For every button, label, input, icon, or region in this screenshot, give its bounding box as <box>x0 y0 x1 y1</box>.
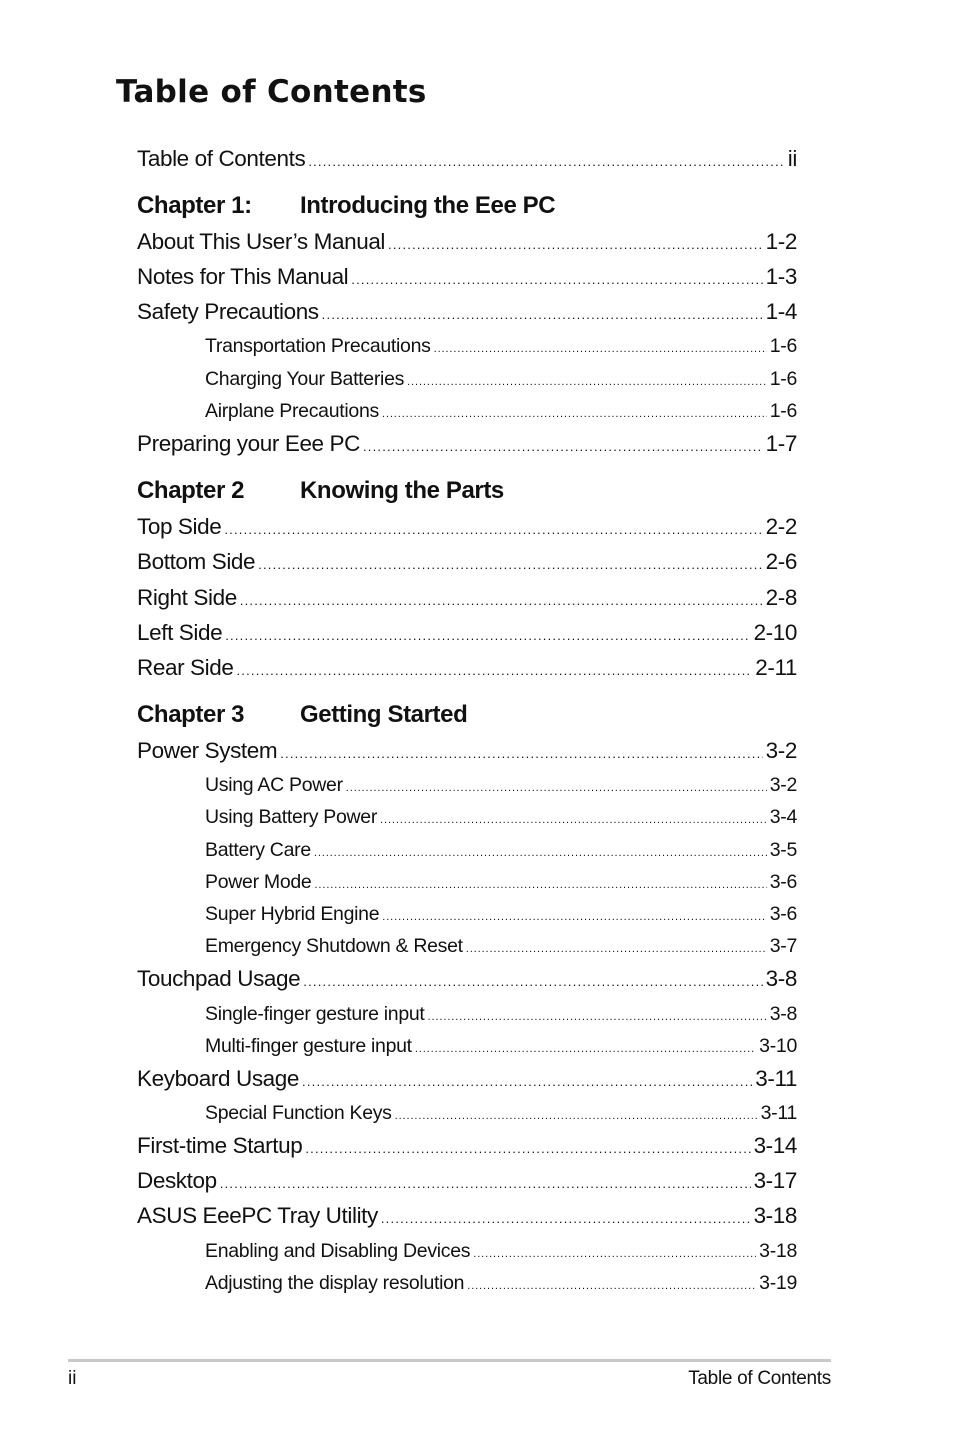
dot-leader <box>388 229 763 255</box>
toc-entry[interactable] <box>137 738 797 764</box>
toc-entry-title: Using AC Power <box>205 774 343 796</box>
toc-entry-page: 3-6 <box>769 871 797 893</box>
toc-entry[interactable] <box>137 1066 797 1092</box>
toc-entry[interactable] <box>137 966 797 992</box>
toc-subentry[interactable] <box>205 806 797 829</box>
toc-subentry[interactable] <box>205 871 797 894</box>
toc-entry-page: 3-2 <box>765 738 797 763</box>
dot-leader <box>240 585 763 611</box>
dot-leader <box>415 1035 756 1058</box>
toc-entry-page: 3-14 <box>753 1133 797 1158</box>
toc-entry-title: Emergency Shutdown & Reset <box>205 935 463 957</box>
toc-entry[interactable] <box>137 514 797 540</box>
toc-entry-title: Airplane Precautions <box>205 400 379 422</box>
toc-entry-title: Single-finger gesture input <box>205 1003 425 1025</box>
toc-entry-title: Top Side <box>137 514 222 539</box>
dot-leader <box>466 935 767 958</box>
dot-leader <box>434 335 767 358</box>
footer-divider <box>68 1359 831 1362</box>
chapter-heading[interactable] <box>137 701 467 729</box>
toc-entry-page: 3-11 <box>755 1066 797 1091</box>
toc-entry[interactable] <box>137 1168 797 1194</box>
toc-entry[interactable] <box>137 655 797 681</box>
dot-leader <box>380 806 767 829</box>
toc-entry[interactable] <box>137 146 797 172</box>
toc-subentry[interactable] <box>205 774 797 797</box>
chapter-heading[interactable] <box>137 192 555 220</box>
toc-entry-title: Transportation Precautions <box>205 335 431 357</box>
dot-leader <box>302 1066 752 1092</box>
dot-leader <box>382 400 767 423</box>
dot-leader <box>473 1240 756 1263</box>
toc-entry-page: ii <box>787 146 797 171</box>
toc-entry-page: 3-6 <box>769 903 797 925</box>
toc-entry-title: Keyboard Usage <box>137 1066 300 1091</box>
toc-entry[interactable] <box>137 585 797 611</box>
dot-leader <box>236 655 752 681</box>
dot-leader <box>407 368 767 391</box>
chapter-title: Introducing the Eee PC <box>300 192 556 219</box>
dot-leader <box>322 299 763 325</box>
toc-entry-page: 3-18 <box>753 1203 797 1228</box>
chapter-title: Getting Started <box>300 701 468 728</box>
toc-entry[interactable] <box>137 229 797 255</box>
toc-entry-page: 3-17 <box>753 1168 797 1193</box>
chapter-number: Chapter 2 <box>137 477 245 504</box>
dot-leader <box>351 264 762 290</box>
toc-entry-page: 1-4 <box>765 299 797 324</box>
toc-entry-title: ASUS EeePC Tray Utility <box>137 1203 378 1228</box>
toc-entry-page: 1-6 <box>769 400 797 422</box>
toc-entry[interactable] <box>137 299 797 325</box>
toc-entry-title: Bottom Side <box>137 549 256 574</box>
toc-entry-title: Right Side <box>137 585 237 610</box>
toc-entry[interactable] <box>137 1133 797 1159</box>
toc-entry-page: 3-19 <box>759 1272 797 1294</box>
chapter-number: Chapter 3 <box>137 701 245 728</box>
dot-leader <box>381 1203 751 1229</box>
dot-leader <box>395 1102 758 1125</box>
toc-entry-title: Multi-finger gesture input <box>205 1035 412 1057</box>
toc-entry-page: 3-4 <box>769 806 797 828</box>
toc-entry-title: Safety Precautions <box>137 299 319 324</box>
toc-subentry[interactable] <box>205 400 797 423</box>
toc-subentry[interactable] <box>205 935 797 958</box>
toc-entry-title: About This User’s Manual <box>137 229 386 254</box>
toc-entry[interactable] <box>137 431 797 457</box>
toc-entry-title: Touchpad Usage <box>137 966 301 991</box>
toc-entry-page: 1-6 <box>769 335 797 357</box>
dot-leader <box>314 871 766 894</box>
dot-leader <box>346 774 767 797</box>
dot-leader <box>303 966 762 992</box>
toc-subentry[interactable] <box>205 1035 797 1058</box>
toc-subentry[interactable] <box>205 1102 797 1125</box>
toc-entry-title: Charging Your Batteries <box>205 368 405 390</box>
toc-subentry[interactable] <box>205 1240 797 1263</box>
toc-subentry[interactable] <box>205 1003 797 1026</box>
toc-entry-title: Battery Care <box>205 839 311 861</box>
toc-subentry[interactable] <box>205 1272 797 1295</box>
toc-entry-title: Power System <box>137 738 278 763</box>
toc-entry-page: 2-11 <box>755 655 797 680</box>
toc-entry-title: First-time Startup <box>137 1133 303 1158</box>
toc-entry[interactable] <box>137 264 797 290</box>
toc-entry-title: Table of Contents <box>137 146 306 171</box>
toc-entry-page: 1-2 <box>765 229 797 254</box>
dot-leader <box>314 839 767 862</box>
toc-entry-page: 3-18 <box>759 1240 797 1262</box>
toc-entry-page: 3-7 <box>769 935 797 957</box>
toc-entry-title: Special Function Keys <box>205 1102 392 1124</box>
chapter-heading[interactable] <box>137 477 504 505</box>
toc-entry-page: 3-2 <box>769 774 797 796</box>
toc-entry-page: 1-7 <box>765 431 797 456</box>
dot-leader <box>258 549 763 575</box>
page-number: ii <box>68 1368 77 1389</box>
toc-subentry[interactable] <box>205 839 797 862</box>
toc-entry-page: 2-2 <box>765 514 797 539</box>
toc-entry-page: 3-10 <box>759 1035 797 1057</box>
toc-entry-page: 3-11 <box>760 1102 797 1124</box>
toc-entry-page: 3-8 <box>765 966 797 991</box>
running-footer: Table of Contents <box>688 1368 831 1389</box>
toc-entry-page: 1-6 <box>769 368 797 390</box>
chapter-title: Knowing the Parts <box>300 477 504 504</box>
dot-leader <box>220 1168 751 1194</box>
dot-leader <box>428 1003 767 1026</box>
toc-entry-page: 2-8 <box>765 585 797 610</box>
toc-entry[interactable] <box>137 549 797 575</box>
toc-entry-title: Adjusting the display resolution <box>205 1272 465 1294</box>
toc-entry-page: 3-5 <box>769 839 797 861</box>
dot-leader <box>467 1272 756 1295</box>
toc-subentry[interactable] <box>205 368 797 391</box>
toc-entry-title: Using Battery Power <box>205 806 378 828</box>
dot-leader <box>224 514 762 540</box>
toc-subentry[interactable] <box>205 903 797 926</box>
toc-entry-page: 3-8 <box>769 1003 797 1025</box>
toc-entry-page: 2-6 <box>765 549 797 574</box>
toc-entry-title: Notes for This Manual <box>137 264 349 289</box>
toc-entry-title: Enabling and Disabling Devices <box>205 1240 471 1262</box>
page-title: Table of Contents <box>116 74 427 110</box>
dot-leader <box>280 738 762 764</box>
dot-leader <box>363 431 763 457</box>
toc-entry-page: 2-10 <box>753 620 797 645</box>
toc-entry-title: Desktop <box>137 1168 217 1193</box>
dot-leader <box>382 903 766 926</box>
dot-leader <box>308 146 784 172</box>
toc-entry[interactable] <box>137 1203 797 1229</box>
toc-entry[interactable] <box>137 620 797 646</box>
toc-subentry[interactable] <box>205 335 797 358</box>
chapter-number: Chapter 1: <box>137 192 252 219</box>
dot-leader <box>305 1133 750 1159</box>
toc-entry-title: Power Mode <box>205 871 312 893</box>
toc-entry-title: Left Side <box>137 620 223 645</box>
toc-entry-title: Rear Side <box>137 655 234 680</box>
dot-leader <box>225 620 750 646</box>
toc-entry-page: 1-3 <box>765 264 797 289</box>
toc-entry-title: Super Hybrid Engine <box>205 903 380 925</box>
toc-entry-title: Preparing your Eee PC <box>137 431 360 456</box>
